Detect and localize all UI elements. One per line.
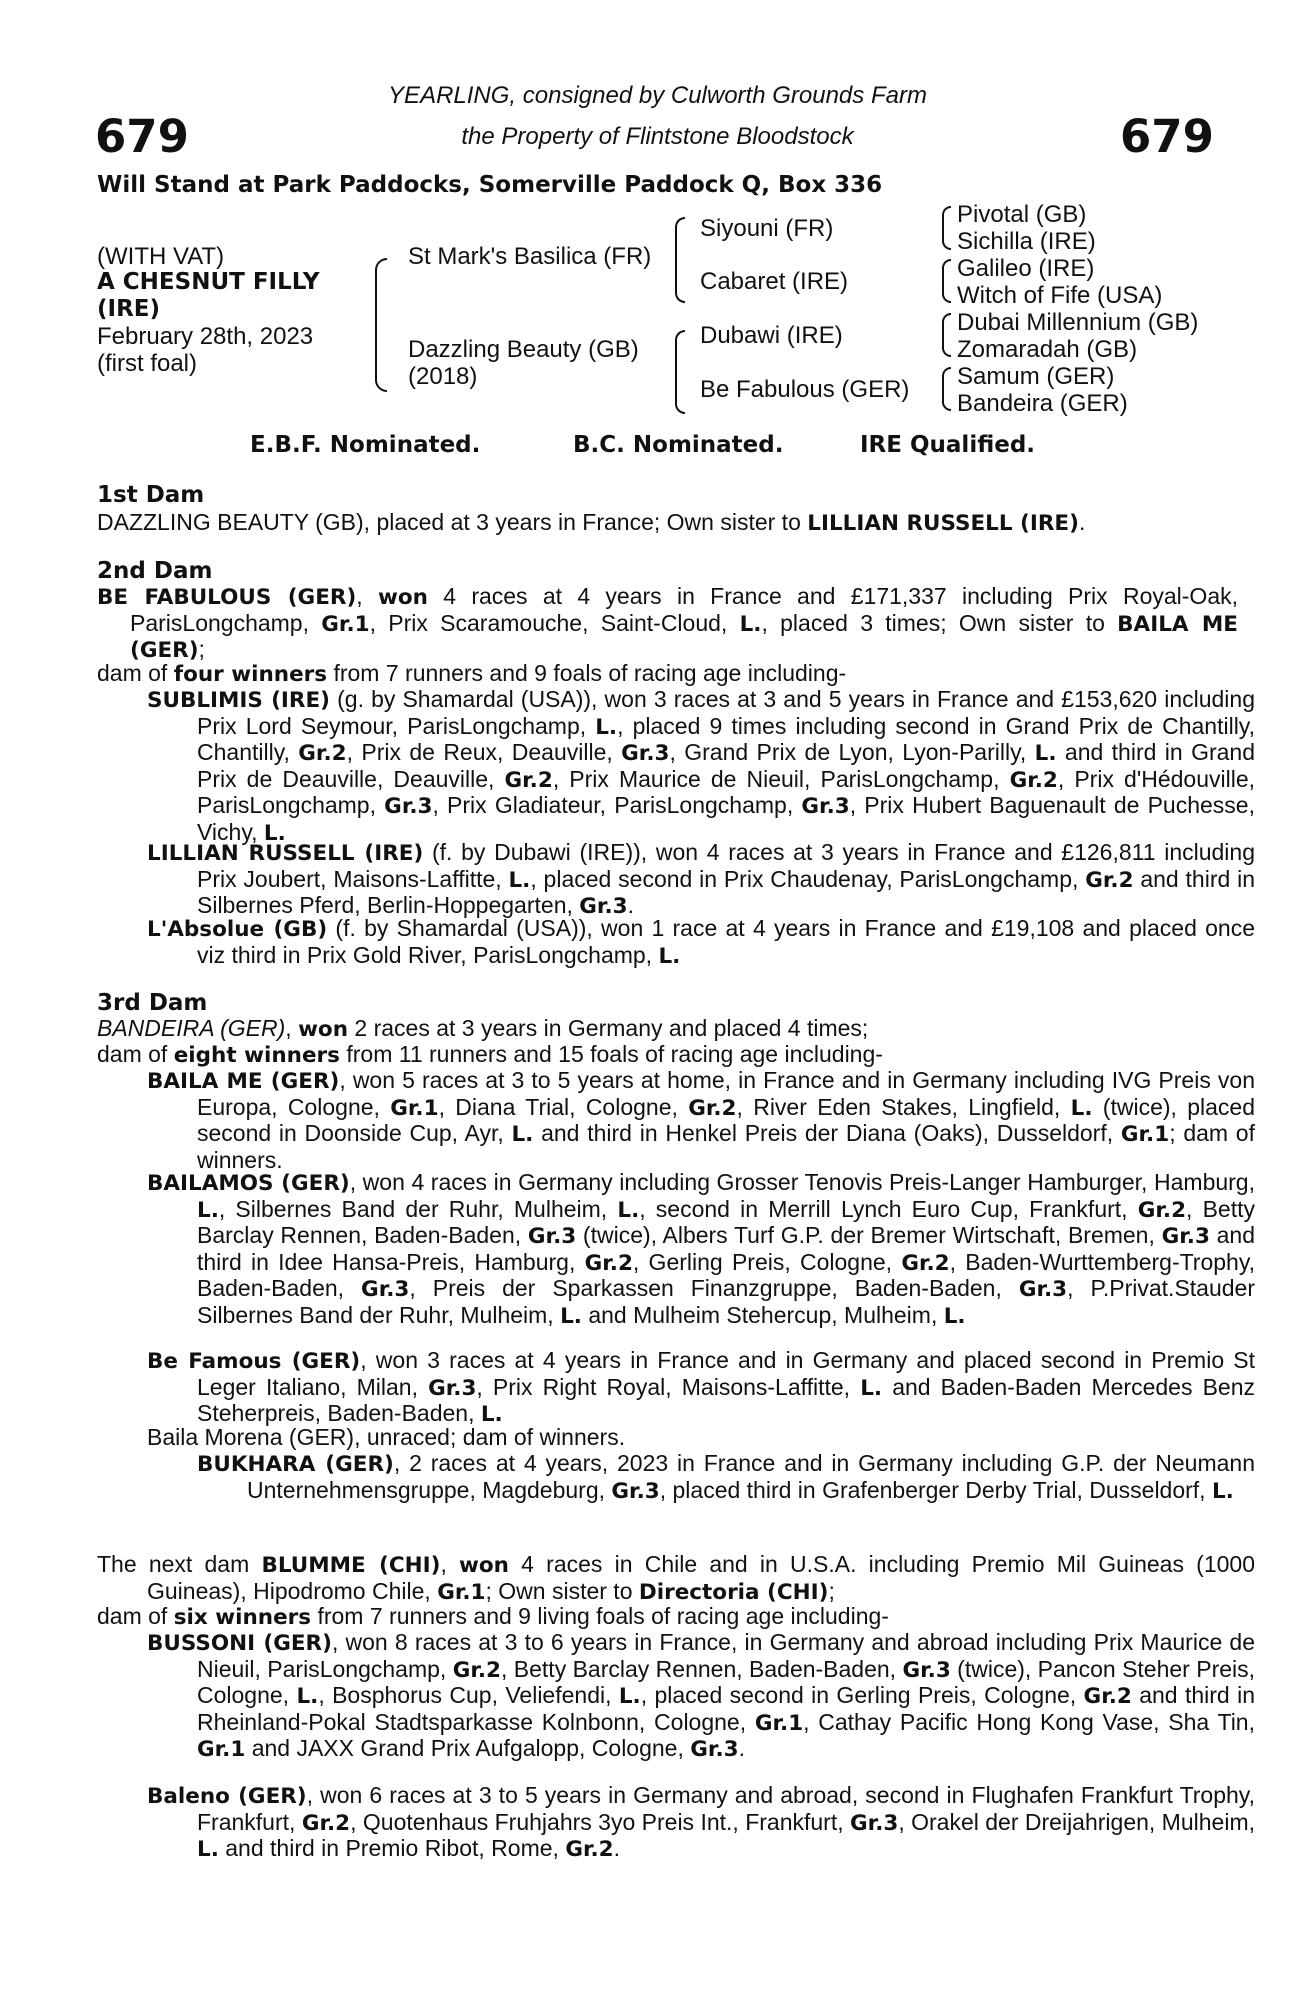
produce-entry-baila-morena: Baila Morena (GER), unraced; dam of winners. [147,1424,626,1450]
g3: Galileo (IRE) [957,255,1095,282]
lot-number-right: 679 [1120,110,1214,163]
sire-brace [675,217,685,303]
g7: Samum (GER) [957,363,1115,390]
horse-country: (IRE) [97,296,161,322]
produce-entry-sublimis: SUBLIMIS (IRE) (g. by Shamardal (USA)), won 3 races at 3 and 5 years in France and £153,620 including Prix Lord Seymour, ParisLongchamp, L., placed 9 times including second in Grand Prix de Chantilly, Chantilly, Gr.2, Prix de Reux, Deauville, Gr.3, Grand Prix de Lyon, Lyon-Parilly, L. and third in Grand Prix de Deauville, Deauville, Gr.2, Prix Maurice de Nieuil, ParisLongchamp, Gr.2, Prix d'Hédouville, ParisLongchamp, Gr.3, Prix Gladiateur, ParisLongchamp, Gr.3, Prix Hubert Baguenault de Puchesse, Vichy, L. [147,686,1255,846]
g8: Bandeira (GER) [957,390,1128,417]
gen3-brace-4 [942,367,951,411]
ebf-nominated: E.B.F. Nominated. [250,432,481,458]
g4: Witch of Fife (USA) [957,282,1163,309]
dam: Dazzling Beauty (GB) [408,336,639,363]
dam-dam: Be Fabulous (GER) [700,376,910,403]
gen3-brace-3 [942,313,951,357]
ire-qualified: IRE Qualified. [860,432,1036,458]
sire-sire: Siyouni (FR) [700,215,834,242]
sire: St Mark's Basilica (FR) [408,243,652,270]
bc-nominated: B.C. Nominated. [573,432,784,458]
third-dam-heading: 3rd Dam [97,990,208,1016]
stand-location: Will Stand at Park Paddocks, Somerville Paddock Q, Box 336 [97,172,883,198]
foal-note: (first foal) [97,350,198,377]
g1: Pivotal (GB) [957,201,1087,228]
second-dam-entry: BE FABULOUS (GER), won 4 races at 4 years in France and £171,337 including Prix Royal-Oak, ParisLongchamp, Gr.1, Prix Scaramouche, Saint-Cloud, L., placed 3 times; Own sister to BAILA ME (GER); [97,583,1238,664]
produce-entry-lillian-russell: LILLIAN RUSSELL (IRE) (f. by Dubawi (IRE)), won 4 races at 3 years in France and £126,811 including Prix Joubert, Maisons-Laffitte, L., placed second in Prix Chaudenay, ParisLongchamp, Gr.2 and third in Silbernes Pferd, Berlin-Hoppegarten, Gr.3. [147,839,1256,920]
dam-sire: Dubawi (IRE) [700,322,843,349]
third-dam-entry: BANDEIRA (GER), won 2 races at 3 years in Germany and placed 4 times; [97,1015,869,1042]
produce-entry-be-famous: Be Famous (GER), won 3 races at 4 years in France and in Germany and placed second in Premio St Leger Italiano, Milan, Gr.3, Prix Right Royal, Maisons-Laffitte, L. and Baden-Baden Mercedes Benz Steherpreis, Baden-Baden, L. [147,1347,1255,1428]
produce-entry-baleno: Baleno (GER), won 6 races at 3 to 5 years in Germany and abroad, second in Flughafen Frankfurt Trophy, Frankfurt, Gr.2, Quotenhaus Fruhjahrs 3yo Preis Int., Frankfurt, Gr.3, Orakel der Dreijahrigen, Mulheim, L. and third in Premio Ribot, Rome, Gr.2. [147,1782,1255,1863]
first-dam-heading: 1st Dam [97,482,205,508]
gen3-brace-1 [942,206,951,250]
property-line: the Property of Flintstone Bloodstock [461,123,854,150]
next-dam-entry: The next dam BLUMME (CHI), won 4 races in Chile and in U.S.A. including Premio Mil Guineas (1000 Guineas), Hipodromo Chile, Gr.1; Own sister to Directoria (CHI); [97,1551,1255,1605]
second-dam-heading: 2nd Dam [97,558,213,584]
vat-note: (WITH VAT) [97,243,225,270]
horse-name: A CHESNUT FILLY [97,269,320,295]
consignor-line: YEARLING, consigned by Culworth Grounds Farm [388,82,927,109]
lot-number-left: 679 [95,110,189,163]
sire-dam: Cabaret (IRE) [700,268,849,295]
second-dam-produce-summary: dam of four winners from 7 runners and 9 foals of racing age including- [97,660,847,687]
g5: Dubai Millennium (GB) [957,309,1199,336]
third-dam-produce-summary: dam of eight winners from 11 runners and 15 foals of racing age including- [97,1041,883,1068]
produce-entry-labsolue: L'Absolue (GB) (f. by Shamardal (USA)), won 1 race at 4 years in France and £19,108 and placed once viz third in Prix Gold River, ParisLongchamp, L. [147,915,1255,969]
next-dam-produce-summary: dam of six winners from 7 runners and 9 living foals of racing age including- [97,1603,889,1630]
produce-entry-bukhara: BUKHARA (GER), 2 races at 4 years, 2023 in France and in Germany including G.P. der Neumann Unternehmensgruppe, Magdeburg, Gr.3, placed third in Grafenberger Derby Trial, Dusseldorf, L. [197,1450,1255,1504]
dam-brace [675,330,685,414]
produce-entry-bailamos: BAILAMOS (GER), won 4 races in Germany including Grosser Tenovis Preis-Langer Hamburger, Hamburg, L., Silbernes Band der Ruhr, Mulheim, L., second in Merrill Lynch Euro Cup, Frankfurt, Gr.2, Betty Barclay Rennen, Baden-Baden, Gr.3 (twice), Albers Turf G.P. der Bremer Wirtschaft, Bremen, Gr.3 and third in Idee Hansa-Preis, Hamburg, Gr.2, Gerling Preis, Cologne, Gr.2, Baden-Wurttemberg-Trophy, Baden-Baden, Gr.3, Preis der Sparkassen Finanzgruppe, Baden-Baden, Gr.3, P.Privat.Stauder Silbernes Band der Ruhr, Mulheim, L. and Mulheim Stehercup, Mulheim, L. [147,1169,1256,1329]
pedigree-brace-main [375,258,387,392]
produce-entry-bussoni: BUSSONI (GER), won 8 races at 3 to 6 years in France, in Germany and abroad including Prix Maurice de Nieuil, ParisLongchamp, Gr.2, Betty Barclay Rennen, Baden-Baden, Gr.3 (twice), Pancon Steher Preis, Cologne, L., Bosphorus Cup, Veliefendi, L., placed second in Gerling Preis, Cologne, Gr.2 and third in Rheinland-Pokal Stadtsparkasse Kolnbonn, Cologne, Gr.1, Cathay Pacific Hong Kong Vase, Sha Tin, Gr.1 and JAXX Grand Prix Aufgalopp, Cologne, Gr.3. [147,1629,1256,1763]
gen3-brace-2 [942,259,951,303]
g6: Zomaradah (GB) [957,336,1138,363]
foaling-date: February 28th, 2023 [97,323,314,350]
g2: Sichilla (IRE) [957,228,1096,255]
dam-year: (2018) [408,363,478,390]
produce-entry-baila-me: BAILA ME (GER), won 5 races at 3 to 5 years at home, in France and in Germany including IVG Preis von Europa, Cologne, Gr.1, Diana Trial, Cologne, Gr.2, River Eden Stakes, Lingfield, L. (twice), placed second in Doonside Cup, Ayr, L. and third in Henkel Preis der Diana (Oaks), Dusseldorf, Gr.1; dam of winners. [147,1067,1256,1173]
first-dam-text: DAZZLING BEAUTY (GB), placed at 3 years in France; Own sister to LILLIAN RUSSELL (IRE). [97,509,1086,536]
